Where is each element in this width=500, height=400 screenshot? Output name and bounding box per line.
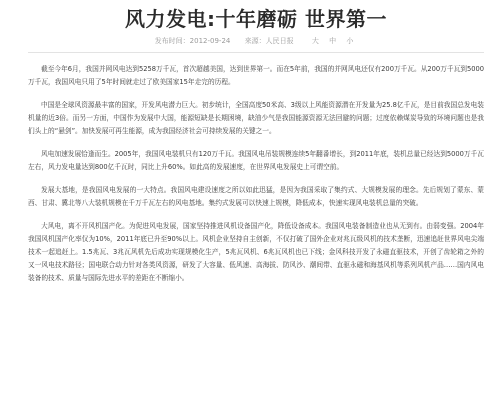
title-divider <box>28 52 484 53</box>
article-title: 风力发电:十年磨砺 世界第一 <box>125 7 387 31</box>
article-paragraph: 大风电，离不开风机国产化。为促进风电发展，国家坚持推进风机设备国产化，降低设备成本。我国风电装备制造业也从无到有。由弱变强。2004年我国风机国产化率仅为10%，2011年底已升至90%以上。风机企业坚持自主创新，不仅打破了国外企业对兆瓦级风机的技术垄断，迅速追赶世界风电尖端技术一起追赶上。1.5兆瓦、3兆瓦风机先后成功实现规模化生产，5兆瓦风机、6兆瓦风机也已下线；金风科技开发了永磁直驱技术，开创了齿轮箱之外的又一风电技术路径；国电联合动力针对各类风资源，研发了大容量、低风速、高海拔、防风沙、潮间带、直驱永磁和海基风机等系列风机产品……国内风电装备的技术、质量与国际先进水平的差距在不断缩小。 <box>28 222 484 282</box>
article-paragraph: 发展大基地，是我国风电发展的一大特点。我国风电建设速度之所以如此迅猛，是因为我国采取了集约式、大规模发展的理念。先后规划了蒙东、蒙西、甘肃、冀北等八大装机规模在千万千瓦左右的风电基地。集约式发展可以快速上规模，降低成本，快速实现风电装机总量的突破。 <box>28 186 484 207</box>
article-paragraph: 风电加速发展恰逢而生。2005年，我国风电装机只有120万千瓦。我国风电吊装规模连续5年翻番增长，到2011年底，装机总量已经达到5000万千瓦左右，风力发电量达到800亿千瓦时，同比上升60%。如此高的发展速度，在世界风电发展史上可谓空前。 <box>28 150 484 171</box>
article-body <box>28 63 484 285</box>
article-meta <box>28 36 484 46</box>
font-size-switcher <box>308 37 357 45</box>
font-size-medium[interactable]: 中 <box>329 37 337 45</box>
article-source[interactable]: 来源：人民日报 <box>244 37 294 45</box>
article-paragraph: 中国是全球风资源最丰富的国家，开发风电潜力巨大。初步统计，全国高度50米高、3级以上风能资源潜在开发量为25.8亿千瓦，是目前我国总发电装机量的近3倍。而另一方面，中国作为发展中大国，能源短缺是长期困境，缺油少气是我国能源资源无法回避的问题；过度依赖煤炭导致的环境问题也是我们头上的“悬剑”。加快发展可再生能源，成为我国经济社会可持续发展的关键之一。 <box>28 101 484 135</box>
font-size-small[interactable]: 小 <box>346 37 354 45</box>
font-size-large[interactable]: 大 <box>311 37 319 45</box>
article-paragraph: 截至今年6月，我国并网风电达到5258万千瓦，首次超越美国，达到世界第一。而在5年前，我国的并网风电还仅有200万千瓦。从200万千瓦到5000万千瓦，我国风电只用了5年时间就走过了欧美国家15年走完的历程。 <box>28 65 484 86</box>
publish-date: 发布时间：2012-09-24 <box>154 37 231 45</box>
